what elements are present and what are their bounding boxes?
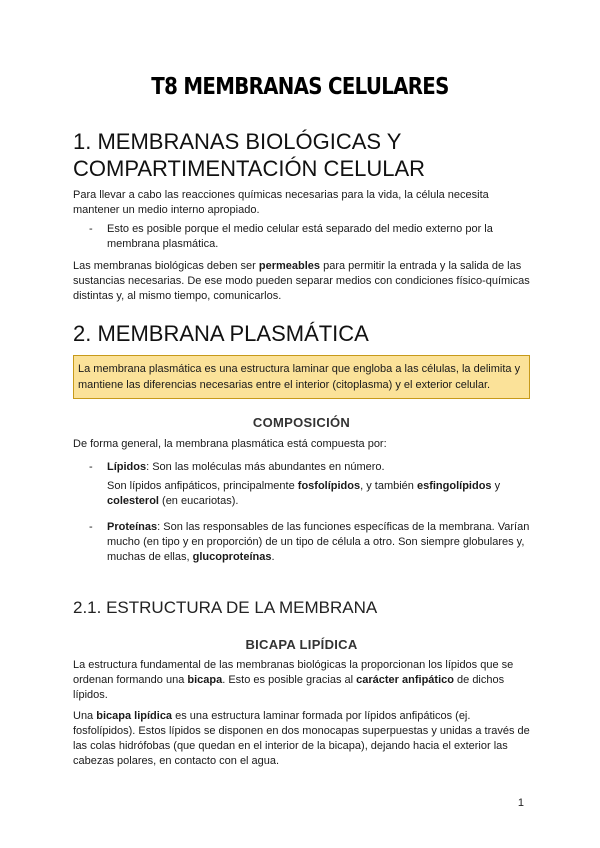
bold-term: bicapa — [187, 674, 223, 686]
text-run: para permitir la entrada y la salida de las sustancias necesarias. De ese modo pueden separar medios con condiciones físico-químicas distintas y, al mismo tiempo, comunicarlos. — [73, 260, 530, 302]
text-run: y — [491, 480, 501, 492]
composition-intro: De forma general, la membrana plasmática está compuesta por: — [73, 438, 387, 450]
text-run: Son lípidos anfipáticos, principalmente — [107, 480, 298, 492]
bilayer-subtitle: BICAPA LIPÍDICA — [245, 637, 358, 652]
definition-highlight-box: La membrana plasmática es una estructura laminar que engloba a las células, la delimita y mantiene las diferencias necesarias entre el interior (citoplasma) y el exterior celular. — [73, 355, 530, 399]
section-1-bullet — [73, 222, 530, 252]
text-run: : Son las responsables de las funciones específicas de la membrana. Varían mucho (en tipo y en proporción) de un tipo de célula a otro. Son siempre globulares y, muchas de ellas, — [107, 521, 530, 563]
composition-subtitle: COMPOSICIÓN — [252, 415, 351, 430]
text-run: Las membranas biológicas deben ser — [73, 260, 259, 272]
document-title: T8 MEMBRANAS CELULARES — [151, 74, 449, 100]
bullet-dash: - — [89, 223, 93, 235]
text-run: Una — [73, 710, 97, 722]
bullet-dash: - — [89, 461, 93, 473]
text-run: , y también — [360, 480, 417, 492]
section-2-heading: 2. MEMBRANA PLASMÁTICA — [73, 321, 369, 346]
bold-term: colesterol — [107, 495, 159, 507]
proteins-bullet — [73, 520, 530, 565]
section-1-paragraph-2 — [73, 259, 530, 304]
section-2-1-paragraph-1 — [73, 658, 530, 703]
section-1-paragraph-1: Para llevar a cabo las reacciones químicas necesarias para la vida, la célula necesita mantener un medio interno apropiado. — [73, 189, 489, 216]
bold-term: Lípidos — [107, 461, 147, 473]
bold-term: Proteínas — [107, 521, 158, 533]
text-run: : Son las moléculas más abundantes en número. — [146, 461, 385, 473]
bold-term: carácter anfipático — [356, 674, 454, 686]
text-run: . — [271, 551, 275, 563]
lipids-detail — [73, 479, 530, 509]
bold-term: permeables — [258, 260, 321, 272]
text-run: . Esto es posible gracias al — [222, 674, 357, 686]
page-number: 1 — [517, 797, 524, 809]
lipids-bullet — [73, 460, 530, 475]
bullet-dash: - — [89, 521, 93, 533]
section-2-1-heading: 2.1. ESTRUCTURA DE LA MEMBRANA — [73, 598, 378, 617]
bold-term: glucoproteínas — [192, 551, 272, 563]
bold-term: fosfolípidos — [297, 480, 361, 492]
text-run: La estructura fundamental de las membranas biológicas la proporcionan los lípidos que se ordenan formando una — [73, 659, 514, 686]
section-1-heading — [73, 128, 530, 182]
bold-term: bicapa lipídica — [96, 710, 173, 722]
proteins-bullet-text — [73, 520, 530, 565]
section-1-heading-line1: 1. MEMBRANAS BIOLÓGICAS Y — [73, 129, 402, 154]
lipids-detail-text — [73, 479, 530, 509]
section-2-1-paragraph-2 — [73, 709, 530, 769]
section-1-heading-line2: COMPARTIMENTACIÓN CELULAR — [73, 156, 426, 181]
text-run: es una estructura laminar formada por lípidos anfipáticos (ej. fosfolípidos). Estos lípidos se disponen en dos monocapas superpuestas y unidas a través de las colas hidrófobas (que quedan en el interior de la bicapa), dejando hacia el exterior las cabezas polares, en contacto con el agua. — [73, 710, 530, 767]
section-1-bullet-text: Esto es posible porque el medio celular está separado del medio externo por la membrana plasmática. — [107, 223, 493, 250]
bold-term: esfingolípidos — [416, 480, 492, 492]
lipids-bullet-text — [73, 460, 530, 475]
text-run: de dichos lípidos. — [73, 674, 505, 701]
text-run: (en eucariotas). — [158, 495, 239, 507]
